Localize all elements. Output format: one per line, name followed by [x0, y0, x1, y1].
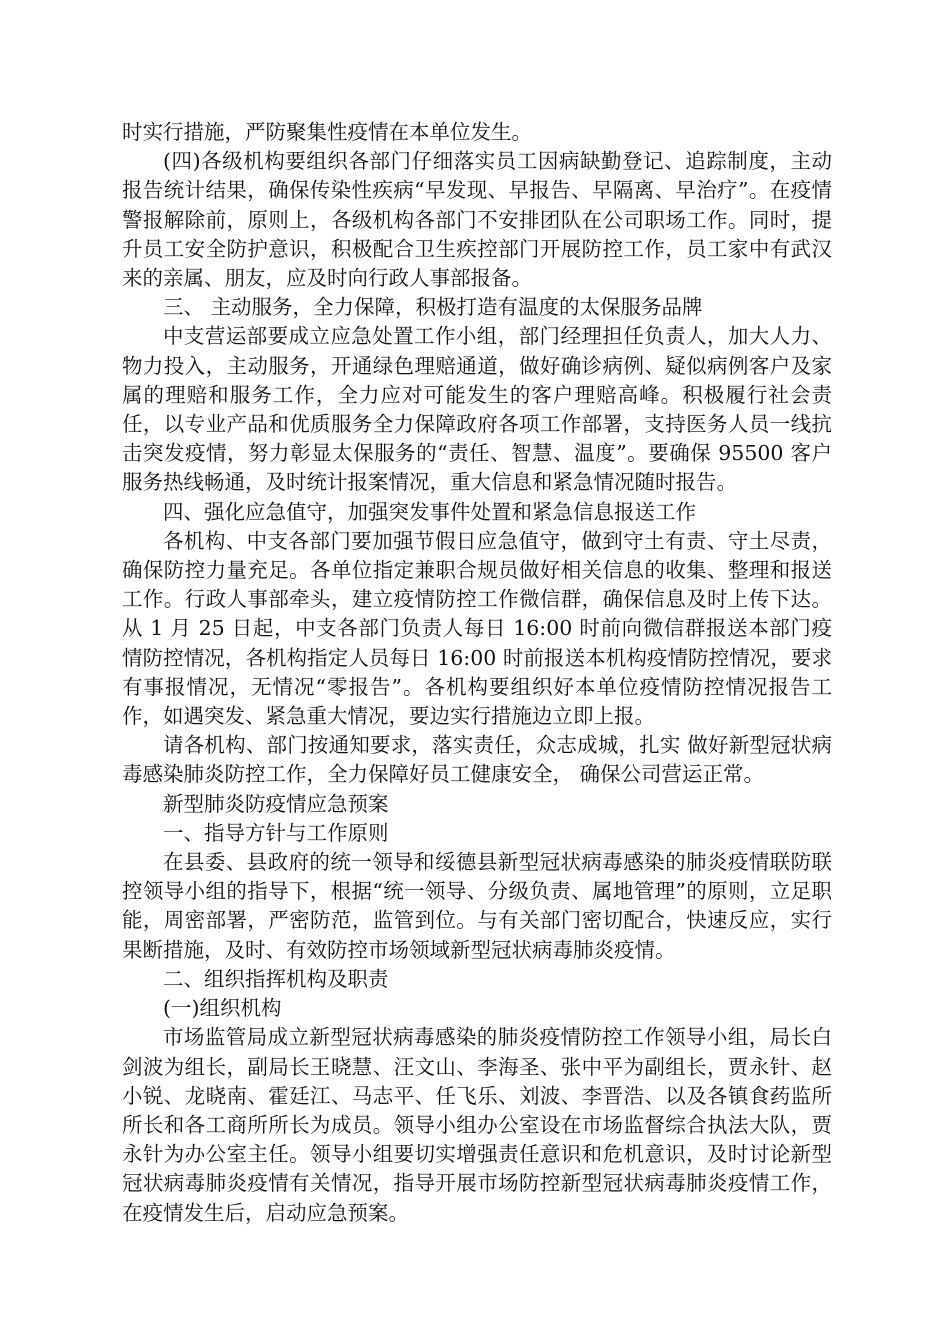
paragraph-service: 中支营运部要成立应急处置工作小组，部门经理担任负责人，加大人力、物力投入，主动服务，开通绿色理赔通道，做好确诊病例、疑似病例客户及家属的理赔和服务工作，全力应对可能发生的客户理赔高峰。积极履行社会责任，以专业产品和优质服务全力保障政府各项工作部署，支持医务人员一线抗击突发疫情，努力彰显太保服务的“责任、智慧、温度”。要确保 95500 客户服务热线畅通，及时统计报案情况，重大信息和紧急情况随时报告。 [122, 324, 832, 495]
paragraph-continuation: 时实行措施，严防聚集性疫情在本单位发生。 [122, 120, 532, 144]
paragraph-duty: 各机构、中支各部门要加强节假日应急值守，做到守土有责、守土尽责，确保防控力量充足。各单位指定兼职合规员做好相关信息的收集、整理和报送工作。行政人事部牵头，建立疫情防控工作微信群，确保信息及时上传下达。从 1 月 25 日起，中支各部门负责人每日 16:00 时前向微信群报送本部门疫情防控情况，各机构指定人员每日 16:00 时前报送本机构疫情防控情况，要求有事报情况，无情况“零报告”。各机构要组织好本单位疫情防控情况报告工作，如遇突发、紧急重大情况，要边实行措施边立即上报。 [122, 528, 832, 729]
section-heading-one: 一、指导方针与工作原则 [163, 820, 389, 845]
paragraph-item-four: (四)各级机构要组织各部门仔细落实员工因病缺勤登记、追踪制度，主动报告统计结果，确保传染性疾病“早发现、早报告、早隔离、早治疗”。在疫情警报解除前，原则上，各级机构各部门不安排团队在公司职场工作。同时，提升员工安全防护意识，积极配合卫生疾控部门开展防控工作，员工家中有武汉来的亲属、朋友，应及时向行政人事部报备。 [122, 149, 832, 291]
plan-title: 新型肺炎防疫情应急预案 [163, 791, 389, 816]
paragraph-principles: 在县委、县政府的统一领导和绥德县新型冠状病毒感染的肺炎疫情联防联控领导小组的指导下，根据“统一领导、分级负责、属地管理”的原则，立足职能，周密部署，严密防范，监管到位。与有关部门密切配合，快速反应，实行果断措施，及时、有效防控市场领域新型冠状病毒肺炎疫情。 [122, 850, 832, 962]
paragraph-organization: 市场监管局成立新型冠状病毒感染的肺炎疫情防控工作领导小组，局长白剑波为组长，副局长王晓慧、汪文山、李海圣、张中平为副组长，贾永针、赵小锐、龙晓南、霍廷江、马志平、任飞乐、刘波、李晋浩、以及各镇食药监所所长和各工商所所长为成员。领导小组办公室设在市场监督综合执法大队，贾永针为办公室主任。领导小组要切实增强责任意识和危机意识，及时讨论新型冠状病毒肺炎疫情有关情况，指导开展市场防控新型冠状病毒肺炎疫情工作，在疫情发生后，启动应急预案。 [122, 1025, 832, 1225]
document-page [122, 118, 832, 1228]
subsection-heading-one: (一)组织机构 [163, 996, 282, 1021]
section-heading-four: 四、强化应急值守，加强突发事件处置和紧急信息报送工作 [163, 499, 696, 524]
section-heading-three: 三、 主动服务，全力保障，积极打造有温度的太保服务品牌 [163, 295, 703, 320]
paragraph-closing: 请各机构、部门按通知要求，落实责任，众志成城，扎实 做好新型冠状病毒感染肺炎防控工作，全力保障好员工健康安全， 确保公司营运正常。 [122, 733, 832, 787]
section-heading-two: 二、组织指挥机构及职责 [163, 966, 389, 991]
